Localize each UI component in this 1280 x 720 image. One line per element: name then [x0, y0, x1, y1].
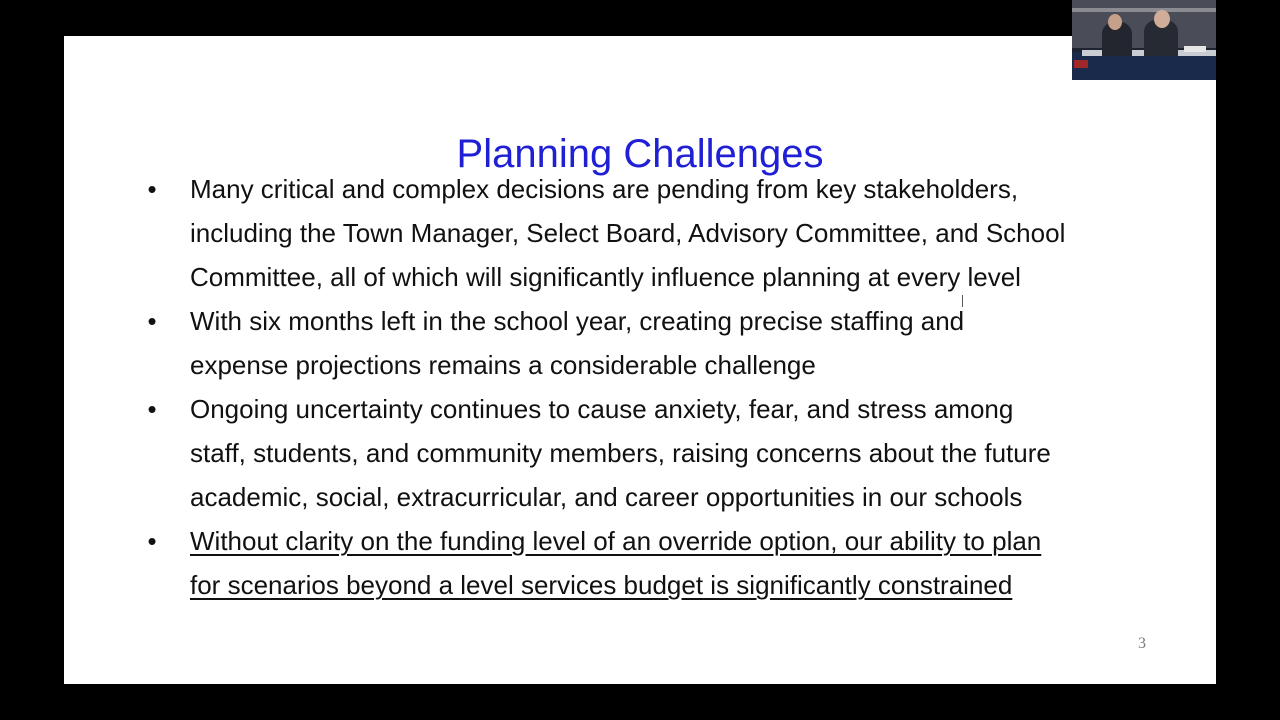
bullet-list: [147, 167, 1190, 607]
bullet-line-wrap: [190, 563, 1190, 607]
cam-red-object: [1074, 60, 1088, 68]
bullet-dot: •: [147, 526, 157, 556]
bullet-line: Many critical and complex decisions are pending from key stakeholders,: [190, 174, 1019, 204]
bullet-item: [147, 299, 1190, 387]
bullet-line: academic, social, extracurricular, and career opportunities in our schools: [190, 482, 1023, 512]
bullet-item-underlined: [147, 519, 1190, 607]
cam-person-head: [1154, 10, 1170, 28]
cam-beam: [1072, 8, 1216, 12]
bullet-line: Ongoing uncertainty continues to cause anxiety, fear, and stress among: [190, 394, 1014, 424]
cam-paper: [1184, 46, 1206, 52]
text-cursor-icon: [962, 295, 967, 307]
bullet-item: [147, 387, 1190, 519]
cam-person-head: [1108, 14, 1122, 30]
webcam-feed-icon: [1072, 0, 1216, 80]
presentation-slide: [64, 36, 1216, 684]
cam-table: [1072, 52, 1216, 80]
bullet-dot: •: [147, 394, 157, 424]
bullet-line: Without clarity on the funding level of an override option, our ability to plan: [190, 526, 1042, 556]
bullet-dot: •: [147, 306, 157, 336]
bullet-line: staff, students, and community members, raising concerns about the future: [190, 438, 1051, 468]
bullet-dot: •: [147, 174, 157, 204]
bullet-item: [147, 167, 1190, 299]
bullet-line: Committee, all of which will significantly influence planning at every level: [190, 262, 1021, 292]
bullet-line: expense projections remains a considerable challenge: [190, 350, 816, 380]
bullet-line: including the Town Manager, Select Board, Advisory Committee, and School: [190, 218, 1066, 248]
bullet-line: for scenarios beyond a level services budget is significantly constrained: [190, 570, 1013, 600]
bullet-line: With six months left in the school year, creating precise staffing and: [190, 306, 965, 336]
page-number: 3: [1138, 635, 1146, 652]
slide-title: Planning Challenges: [456, 132, 824, 176]
bullet-line-wrap: [190, 519, 1190, 563]
